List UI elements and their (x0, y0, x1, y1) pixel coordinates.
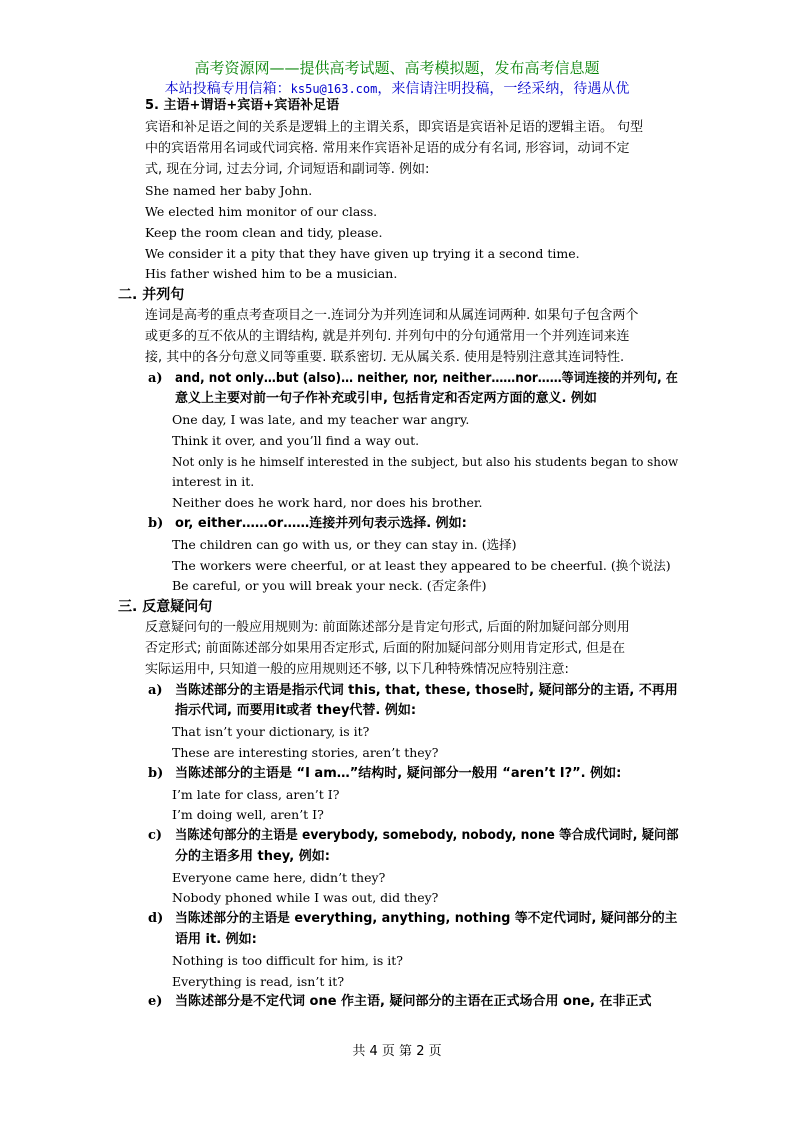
rule-line: 当陈述部分的主语是指示代词 this, that, these, those时, 疑问部分的主语, 不再用 (175, 683, 678, 698)
header-email[interactable]: ks5u@163.com (290, 82, 378, 96)
example-sentence: I’m late for class, aren’t I? (172, 787, 340, 802)
example-sentence: Nothing is too difficult for him, is it? (172, 953, 403, 968)
example-sentence: I’m doing well, aren’t I? (172, 807, 324, 822)
example-sentence: Be careful, or you will break your neck. (否定条件) (172, 578, 487, 593)
paragraph-line: 中的宾语常用名词或代词宾格. 常用来作宾语补足语的成分有名词, 形容词，动词不定 (145, 141, 630, 156)
paragraph-line: 实际运用中, 只知道一般的应用规则还不够, 以下几种特殊情况应特别注意: (145, 662, 569, 677)
page-footer: 共 4 页 第 2 页 (352, 1044, 442, 1059)
item-label: b) (148, 766, 164, 781)
header-title: 高考资源网——提供高考试题、高考模拟题，发布高考信息题 (194, 59, 600, 77)
rule-line: 意义上主要对前一句子作补充或引申, 包括肯定和否定两方面的意义. 例如 (175, 391, 597, 406)
example-sentence: One day, I was late, and my teacher war angry. (172, 412, 470, 427)
rule-line: 分的主语多用 they, 例如: (175, 849, 330, 864)
example-sentence: Everyone came here, didn’t they? (172, 870, 386, 885)
rule-line: 语用 it. 例如: (175, 932, 257, 947)
item-label: b) (148, 516, 164, 531)
example-sentence: interest in it. (172, 474, 255, 489)
rule-line: and, not only…but (also)… neither, nor, neither……nor……等词连接的并列句, 在 (175, 371, 678, 386)
header-contact (0, 78, 794, 98)
item-label: a) (148, 371, 163, 386)
rule-line: 当陈述句部分的主语是 everybody, somebody, nobody, none 等合成代词时, 疑问部 (175, 828, 679, 843)
example-sentence: These are interesting stories, aren’t they? (172, 745, 439, 760)
example-sentence: Think it over, and you’ll find a way out. (172, 433, 420, 448)
example-sentence: His father wished him to be a musician. (145, 266, 398, 281)
example-sentence: Neither does he work hard, nor does his brother. (172, 495, 483, 510)
paragraph-line: 式, 现在分词, 过去分词, 介词短语和副词等. 例如: (145, 162, 430, 177)
rule-line: 当陈述部分是不定代词 one 作主语, 疑问部分的主语在正式场合用 one, 在非正式 (175, 994, 652, 1009)
paragraph-line: 否定形式; 前面陈述部分如果用否定形式, 后面的附加疑问部分则用肯定形式, 但是在 (145, 641, 626, 656)
paragraph-line: 反意疑问句的一般应用规则为: 前面陈述部分是肯定句形式, 后面的附加疑问部分则用 (145, 620, 630, 635)
section-2-heading: 二. 并列句 (118, 287, 185, 303)
paragraph-line: 连词是高考的重点考查项目之一.连词分为并列连词和从属连词两种. 如果句子包含两个 (145, 308, 639, 323)
item-label: c) (148, 828, 163, 843)
example-sentence: We consider it a pity that they have given up trying it a second time. (145, 246, 580, 261)
paragraph-line: 接, 其中的各分句意义同等重要. 联系密切. 无从属关系. 使用是特别注意其连词特性. (145, 350, 625, 365)
paragraph-line: 宾语和补足语之间的关系是逻辑上的主谓关系，即宾语是宾语补足语的逻辑主语。 句型 (145, 120, 644, 135)
section-5-heading: 5. 主语+谓语+宾语+宾语补足语 (145, 98, 340, 113)
example-sentence: Keep the room clean and tidy, please. (145, 225, 383, 240)
example-sentence: Everything is read, isn’t it? (172, 974, 345, 989)
paragraph-line: 或更多的互不依从的主谓结构, 就是并列句. 并列句中的分句通常用一个并列连词来连 (145, 329, 630, 344)
item-label: e) (148, 994, 163, 1009)
item-label: d) (148, 911, 164, 926)
rule-line: 当陈述部分的主语是 “I am…”结构时, 疑问部分一般用 “aren’t I?”. 例如: (175, 766, 622, 781)
example-sentence: Not only is he himself interested in the subject, but also his students began to show (172, 454, 679, 469)
example-sentence: The children can go with us, or they can stay in. (选择) (172, 537, 517, 552)
example-sentence: She named her baby John. (145, 183, 313, 198)
header-contact-prefix: 本站投稿专用信箱： (164, 81, 291, 97)
example-sentence: That isn’t your dictionary, is it? (172, 724, 370, 739)
example-sentence: We elected him monitor of our class. (145, 204, 378, 219)
rule-line: or, either……or……连接并列句表示选择. 例如: (175, 516, 467, 531)
example-sentence: Nobody phoned while I was out, did they? (172, 890, 439, 905)
rule-line: 指示代词, 而要用it或者 they代替. 例如: (175, 703, 417, 718)
section-3-heading: 三. 反意疑问句 (118, 599, 213, 615)
item-label: a) (148, 683, 163, 698)
rule-line: 当陈述部分的主语是 everything, anything, nothing 等不定代词时, 疑问部分的主 (175, 911, 678, 926)
example-sentence: The workers were cheerful, or at least they appeared to be cheerful. (换个说法) (172, 558, 671, 573)
header-contact-suffix: ，来信请注明投稿，一经采纳，待遇从优 (377, 81, 630, 97)
